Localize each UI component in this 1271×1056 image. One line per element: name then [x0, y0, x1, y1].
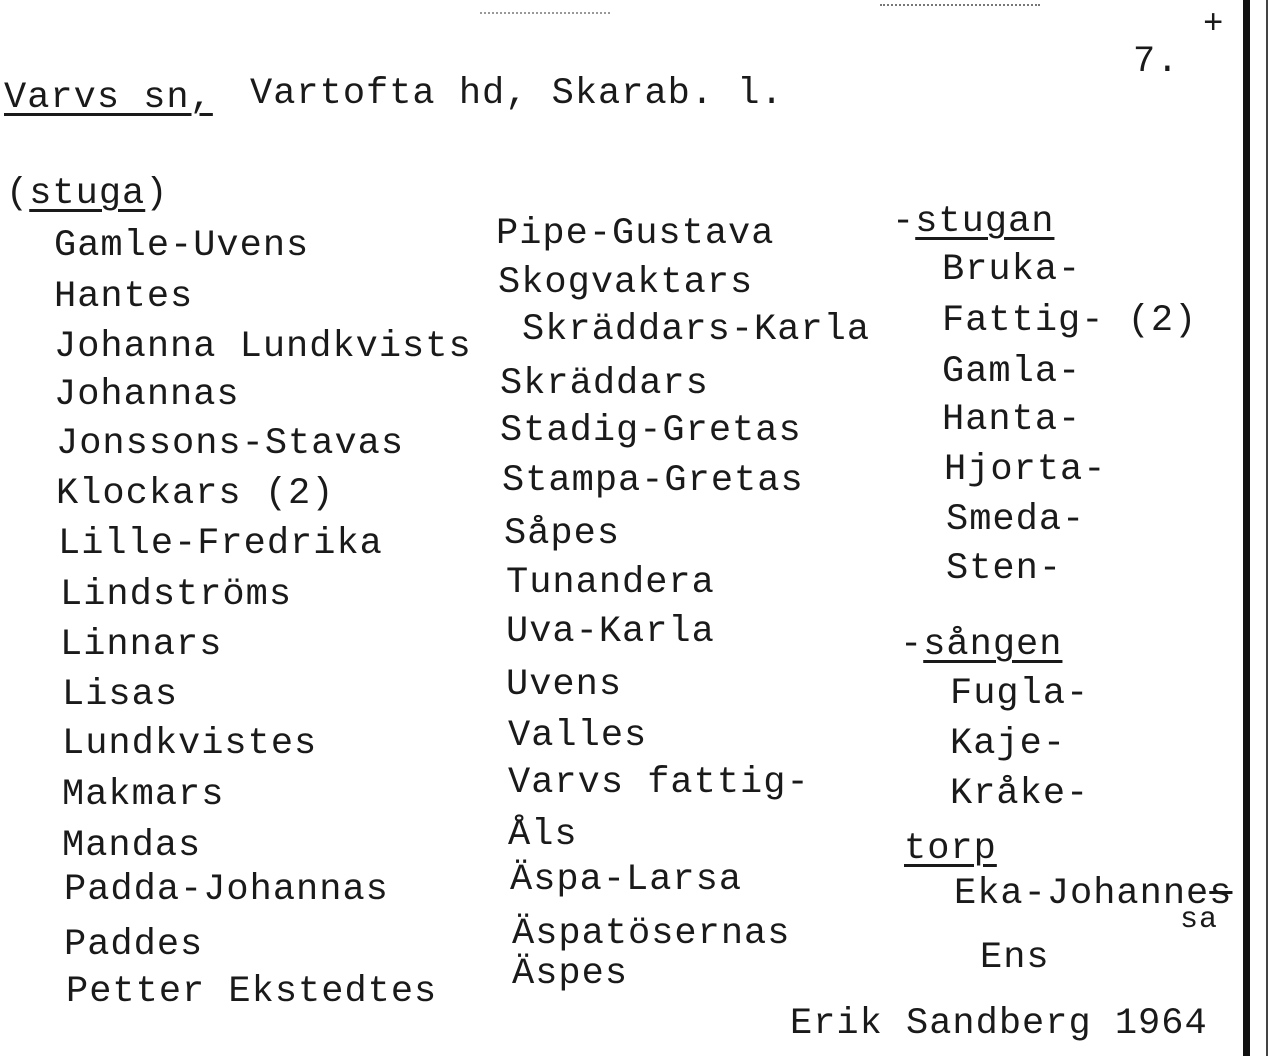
col1-item: Hantes [54, 276, 194, 318]
torp-insert: sa [1180, 903, 1219, 937]
col2-item: Valles [508, 715, 648, 757]
col2-item: Åls [508, 814, 578, 856]
col1-item: Johanna Lundkvists [54, 326, 472, 368]
sangen-heading: -sången [900, 624, 1063, 666]
col1-item: Johannas [54, 374, 240, 416]
col1-item: Mandas [62, 825, 202, 867]
col2-item: Äspes [512, 953, 629, 995]
stugan-item: Sten- [946, 548, 1063, 590]
col2-item: Skräddars [500, 363, 709, 405]
col2-item: Pipe-Gustava [496, 213, 775, 255]
col2-item: Såpes [504, 513, 621, 555]
col2-item: Varvs fattig- [508, 762, 810, 804]
stugan-item: Hjorta- [944, 449, 1107, 491]
torp-heading: torp [904, 828, 997, 870]
stugan-heading: -stugan [892, 201, 1055, 243]
torp-item: Eka-Johannes [954, 873, 1233, 915]
col2-item: Äspa-Larsa [510, 859, 743, 901]
sangen-item: Kaje- [950, 723, 1067, 765]
stugan-item: Hanta- [942, 399, 1082, 441]
torp-item: Ens [980, 937, 1050, 979]
stugan-item: Gamla- [942, 351, 1082, 393]
col1-item: Lindströms [60, 574, 293, 616]
stugan-item: Fattig- (2) [942, 300, 1198, 342]
col2-item: Skräddars-Karla [522, 309, 871, 351]
place-name: Varvs sn, [4, 77, 213, 119]
col1-item: Paddes [64, 924, 204, 966]
col1-item: Lundkvistes [62, 723, 318, 765]
col2-item: Skogvaktars [498, 262, 754, 304]
card-number: 7. [1133, 41, 1180, 83]
stugan-item: Smeda- [946, 499, 1086, 541]
col1-item: Petter Ekstedtes [66, 971, 438, 1013]
sangen-item: Fugla- [950, 673, 1090, 715]
col1-item: Lille-Fredrika [58, 523, 383, 565]
scan-specks [480, 12, 610, 16]
card-edge-line [1243, 0, 1250, 1056]
corner-mark: + [1203, 6, 1224, 44]
col1-item: Makmars [62, 774, 225, 816]
stugan-item: Bruka- [942, 249, 1082, 291]
place-rest: Vartofta hd, Skarab. l. [250, 73, 784, 115]
col1-item: Linnars [60, 624, 223, 666]
card-edge-shadow [1266, 0, 1268, 1056]
col1-item: Padda-Johannas [64, 869, 389, 911]
signature: Erik Sandberg 1964 [790, 1003, 1208, 1045]
col2-item: Tunandera [506, 562, 715, 604]
sangen-item: Kråke- [950, 773, 1090, 815]
col1-item: Klockars (2) [56, 473, 335, 515]
col1-item: Jonssons-Stavas [56, 423, 405, 465]
col2-item: Stampa-Gretas [502, 460, 804, 502]
col1-item: Gamle-Uvens [54, 225, 310, 267]
scan-top-marks [880, 4, 1040, 8]
col2-item: Äspatösernas [512, 913, 791, 955]
col1-item: Lisas [62, 674, 179, 716]
col2-item: Uva-Karla [506, 611, 715, 653]
col1-heading: (stuga) [6, 173, 169, 215]
col2-item: Stadig-Gretas [500, 410, 802, 452]
col2-item: Uvens [506, 664, 623, 706]
